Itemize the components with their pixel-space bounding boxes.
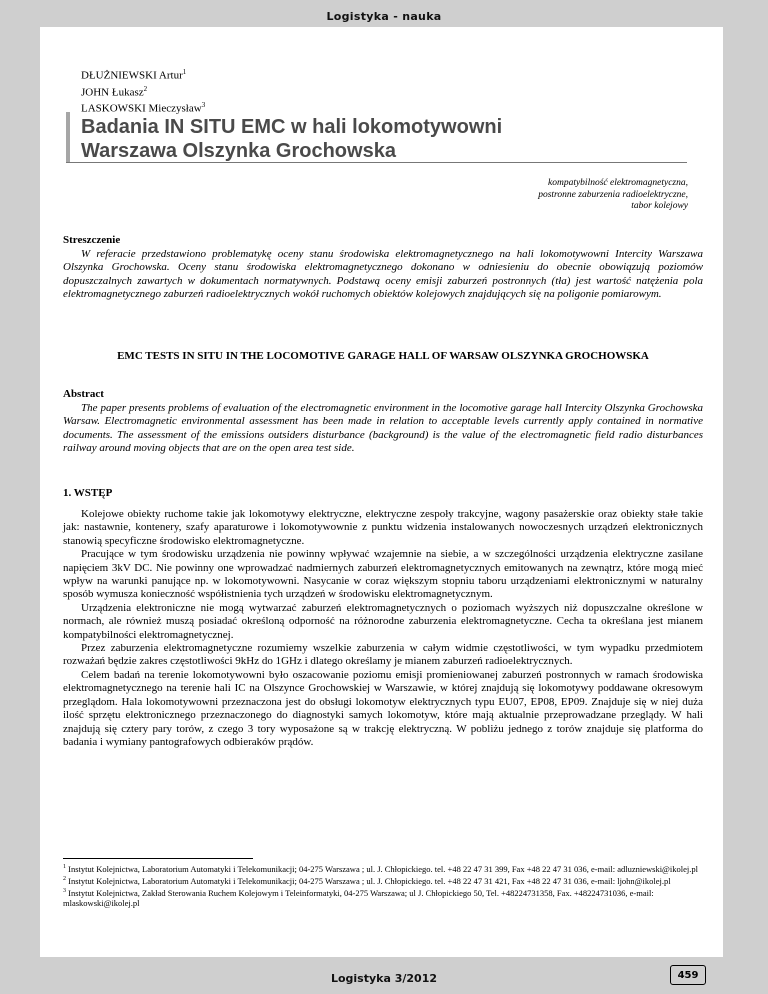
paper-sheet bbox=[40, 27, 723, 957]
streszczenie-heading: Streszczenie bbox=[63, 234, 121, 246]
abstract-heading: Abstract bbox=[63, 388, 104, 400]
title-accent-bar bbox=[66, 112, 70, 162]
keywords: kompatybilność elektromagnetyczna, postronne zaburzenia radioelektryczne, tabor kolejowy bbox=[538, 178, 688, 211]
author: DŁUŻNIEWSKI Artur$^1$ bbox=[81, 68, 187, 82]
author: JOHN Łukasz$^2$ bbox=[81, 84, 148, 99]
streszczenie-text: W referacie przedstawiono problematykę oceny stanu środowiska elektromagnetycznego na hali lokomotywowni Intercity Warszawa Olszynka Grochowska. Oceny stanu środowiska elektromagnetycznego dokonano w odniesieniu do obecnie obowiązują poziomów dopuszczalnych zawartych w dokumentach normatywnych. Podstawą oceny emisji zaburzeń postronnych (tła) jest wartość natężenia pola elektromagnetycznego zaburzeń radioelektrycznych wokół ruchomych obiektów kolejowych znajdujących się na poligonie pomiarowym. bbox=[63, 247, 703, 300]
english-title: EMC TESTS IN SITU IN THE LOCOMOTIVE GARAGE HALL OF WARSAW OLSZYNKA GROCHOWSKA bbox=[117, 350, 649, 362]
section-heading: 1. WSTĘP bbox=[63, 487, 113, 499]
title-rule bbox=[66, 162, 687, 163]
paragraph: Kolejowe obiekty ruchome takie jak lokomotywy elektryczne, elektryczne zespoły trakcyjne, wagony pasażerskie oraz obiekty stałe takie jak: nastawnie, kontenery, szafy aparaturowe i lokomotywownie z punktu widzenia instalowanych nowoczesnych urządzeń elektronicznych stanowią specyficzne środowisko elektromagnetyczne. bbox=[63, 508, 703, 547]
footnote: $^3$ Instytut Kolejnictwa, Zakład Sterowania Ruchem Kolejowym i Teleinformatyki, 04-275 Warszawa; ul J. Chłopickiego 50, Tel. +48224731358, Fax. +48224731036, e-mail: mlaskowski@ikolej.pl bbox=[63, 888, 654, 909]
author: LASKOWSKI Mieczysław$^3$ bbox=[81, 101, 206, 115]
paragraph: Przez zaburzenia elektromagnetyczne rozumiemy wszelkie zaburzenia w całym widmie częstotliwości, w tym wypadku przedmiotem rozważań będzie zakres częstotliwości 9kHz do 1GHz i dlatego określamy je mianem zaburzeń radioelektrycznych. bbox=[63, 642, 703, 668]
footnote-rule bbox=[63, 858, 253, 859]
authors bbox=[81, 66, 205, 116]
paragraph: Celem badań na terenie lokomotywowni było oszacowanie poziomu emisji promieniowanej zaburzeń postronnych w ramach środowiska elektromagnetycznego na terenie hali IC na Olszynce Grochowskiej w Warszawie, w której znajdują się lokomotywy poddawane okresowym przeglądom. Hala lokomotywowni przeznaczona jest do obsługi lokomotyw elektrycznych typu EU07, EP08, EP09. Znajduje się w niej duża ilość sprzętu elektronicznego przeznaczonego do diagnostyki samych lokomotyw, które mają aktualnie przeprowadzane przeglądy. W hali znajdują się cztery pary torów, z czego 3 tory wyposażone są w trakcję elektryczną. W pobliżu jednego z torów znajduje się platforma do badania i wymiany pantografowych odbieraków prądów. bbox=[63, 668, 703, 748]
section-body bbox=[63, 508, 703, 749]
paragraph: Urządzenia elektroniczne nie mogą wytwarzać zaburzeń elektromagnetycznych o poziomach wyższych niż dopuszczalne określone w normach, ale również muszą posiadać określoną odporność na różnorodne zaburzenia elektromagnetyczne. Cecha ta określana jest mianem kompatybilności elektromagnetycznej. bbox=[63, 601, 703, 641]
paper-title: Badania IN SITU EMC w hali lokomotywowni Warszawa Olszynka Grochowska bbox=[81, 116, 503, 162]
journal-header: Logistyka - nauka bbox=[326, 10, 442, 23]
streszczenie bbox=[63, 234, 703, 302]
footnotes bbox=[63, 862, 703, 909]
page-number: 459 bbox=[670, 965, 706, 985]
footnote: $^2$ Instytut Kolejnictwa, Laboratorium Automatyki i Telekomunikacji; 04-275 Warszawa ; ul. J. Chłopickiego. tel. +48 22 47 31 421, Fax +48 22 47 31 036, e-mail: ljohn@ikolej.pl bbox=[63, 875, 671, 886]
abstract bbox=[63, 388, 703, 456]
abstract-text: The paper presents problems of evaluation of the electromagnetic environment in the locomotive garage hall Intercity Olszynka Grochowska Warsaw. Electromagnetic environmental assessment has been made in relation to acceptable levels currently apply contained in normative documents. The assessment of the emissions outsiders disturbance (background) is the value of the electromagnetic field radio disturbances railway around moving objects that are on the open area test side. bbox=[63, 401, 703, 454]
paragraph: Pracujące w tym środowisku urządzenia nie powinny wpływać wzajemnie na siebie, a w szczególności urządzenia elektryczne zasilane napięciem 3kV DC. Nie powinny one wprowadzać nadmiernych zaburzeń elektromagnetycznych emitowanych na zewnątrz, które mogą mieć wpływ na warunki panujące np. w lokomotywowni. Nasycanie w coraz większym stopniu taboru urządzeniami elektronicznymi w naturalny sposób wymusza konieczność współistnienia tych urządzeń w środowisku elektromagnetycznym. bbox=[63, 548, 703, 601]
footnote: $^1$ Instytut Kolejnictwa, Laboratorium Automatyki i Telekomunikacji; 04-275 Warszawa ; ul. J. Chłopickiego. tel. +48 22 47 31 399, Fax +48 22 47 31 036, e-mail: adluzniewski@ikolej.pl bbox=[63, 863, 698, 874]
journal-footer: Logistyka 3/2012 bbox=[330, 972, 438, 985]
